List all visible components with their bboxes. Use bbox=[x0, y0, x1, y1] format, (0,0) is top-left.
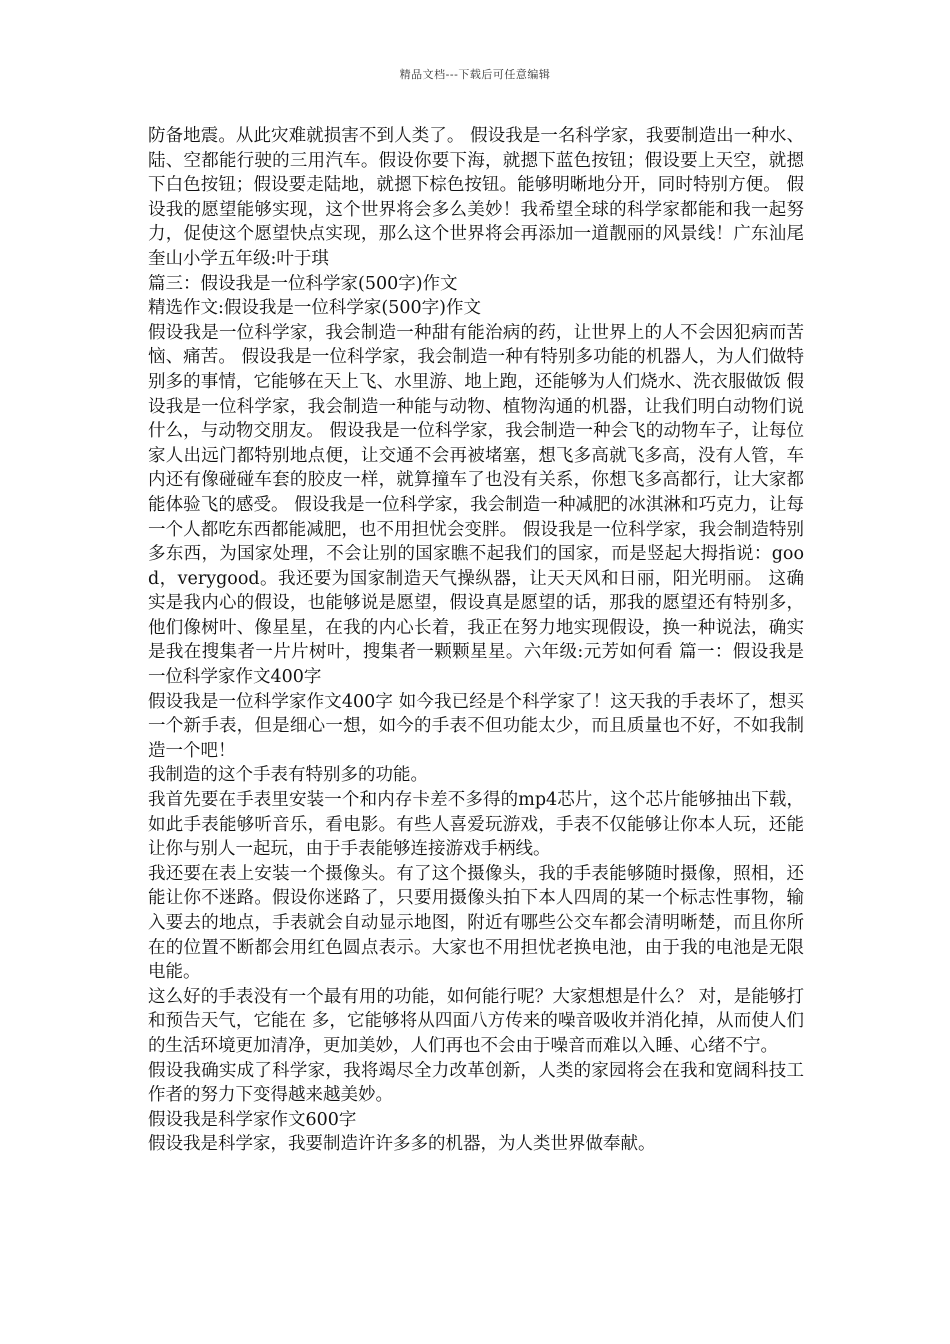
section-title: 篇三：假设我是一位科学家(500字)作文 bbox=[148, 273, 458, 294]
paragraph: 假设我是一位科学家，我会制造一种甜有能治病的药，让世界上的人不会因犯病而苦恼、痛苦。 假设我是一位科学家，我会制造一种有特别多功能的机器人，为人们做特别多的事情，它能够在天上飞、水里游、地上跑，还能够为人们烧水、洗衣服做饭 假设我是一位科学家，我会制造一种能与动物、植物沟通的机器，让我们明白动物们说什么，与动物交朋友。 假设我是一位科学家，我会制造一种会飞的动物车子，让每位家人出远门都特别地点便，让交通不会再被堵塞，想飞多高就飞多高，没有人管，车内还有像碰碰车套的胶皮一样，就算撞车了也没有关系，你想飞多高都行，让大家都能体验飞的感受。 假设我是一位科学家，我会制造一种减肥的冰淇淋和巧克力，让每一个人都吃东西都能减肥，也不用担忧会变胖。 假设我是一位科学家，我会制造特别多东西，为国家处理，不会让别的国家瞧不起我们的国家，而是竖起大拇指说：good，verygood。我还要为国家制造天气操纵器，让天天风和日丽，阳光明丽。 这确实是我内心的假设，也能够说是愿望，假设真是愿望的话，那我的愿望还有特别多，他们像树叶、像星星，在我的内心长着，我正在努力地实现假设，换一种说法，确实是我在搜集者一片片树叶，搜集者一颗颗星星。六年级:元芳如何看 篇一：假设我是一位科学家作文400字 bbox=[148, 322, 804, 688]
section-title: 假设我是科学家作文600字 bbox=[148, 1109, 357, 1130]
page-header: 精品文档---下载后可任意编辑 bbox=[399, 68, 551, 81]
paragraph: 假设我是一位科学家作文400字 如今我已经是个科学家了！这天我的手表坏了，想买一个新手表，但是细心一想，如今的手表不但功能太少，而且质量也不好，不如我制造一个吧！ bbox=[148, 691, 804, 761]
paragraph: 这么好的手表没有一个最有用的功能，如何能行呢？大家想想是什么？ 对，是能够打和预告天气，它能在 多，它能够将从四面八方传来的噪音吸收并消化掉，从而使人们的生活环境更加清净，更加美妙，人们再也不会由于噪音而难以入睡、心绪不宁。 bbox=[148, 986, 804, 1056]
paragraph: 假设我确实成了科学家，我将竭尽全力改革创新，人类的家园将会在我和宽阔科技工作者的努力下变得越来越美妙。 bbox=[148, 1060, 804, 1106]
document-body bbox=[148, 124, 804, 1157]
paragraph: 假设我是科学家，我要制造许许多多的机器，为人类世界做奉献。 bbox=[148, 1134, 656, 1155]
paragraph: 我制造的这个手表有特别多的功能。 bbox=[148, 765, 428, 786]
paragraph: 我首先要在手表里安装一个和内存卡差不多得的mp4芯片，这个芯片能够抽出下载，如此手表能够听音乐，看电影。有些人喜爱玩游戏，手表不仅能够让你本人玩，还能让你与别人一起玩，由于手表能够连接游戏手柄线。 bbox=[148, 790, 804, 860]
paragraph: 我还要在表上安装一个摄像头。有了这个摄像头，我的手表能够随时摄像，照相，还能让你不迷路。假设你迷路了，只要用摄像头拍下本人四周的某一个标志性事物，输入要去的地点，手表就会自动显示地图，附近有哪些公交车都会清明晰楚，而且你所在的位置不断都会用红色圆点表示。大家也不用担忧老换电池，由于我的电池是无限电能。 bbox=[148, 863, 804, 983]
paragraph: 防备地震。从此灾难就损害不到人类了。 假设我是一名科学家，我要制造出一种水、陆、空都能行驶的三用汽车。假设你要下海，就摁下蓝色按钮；假设要上天空，就摁下白色按钮；假设要走陆地，就摁下棕色按钮。能够明晰地分开，同时特别方便。 假设我的愿望能够实现，这个世界将会多么美妙！我希望全球的科学家都能和我一起努力，促使这个愿望快点实现，那么这个世界将会再添加一道靓丽的风景线！广东汕尾奎山小学五年级:叶于琪 bbox=[148, 126, 804, 269]
article-title: 精选作文:假设我是一位科学家(500字)作文 bbox=[148, 298, 481, 319]
